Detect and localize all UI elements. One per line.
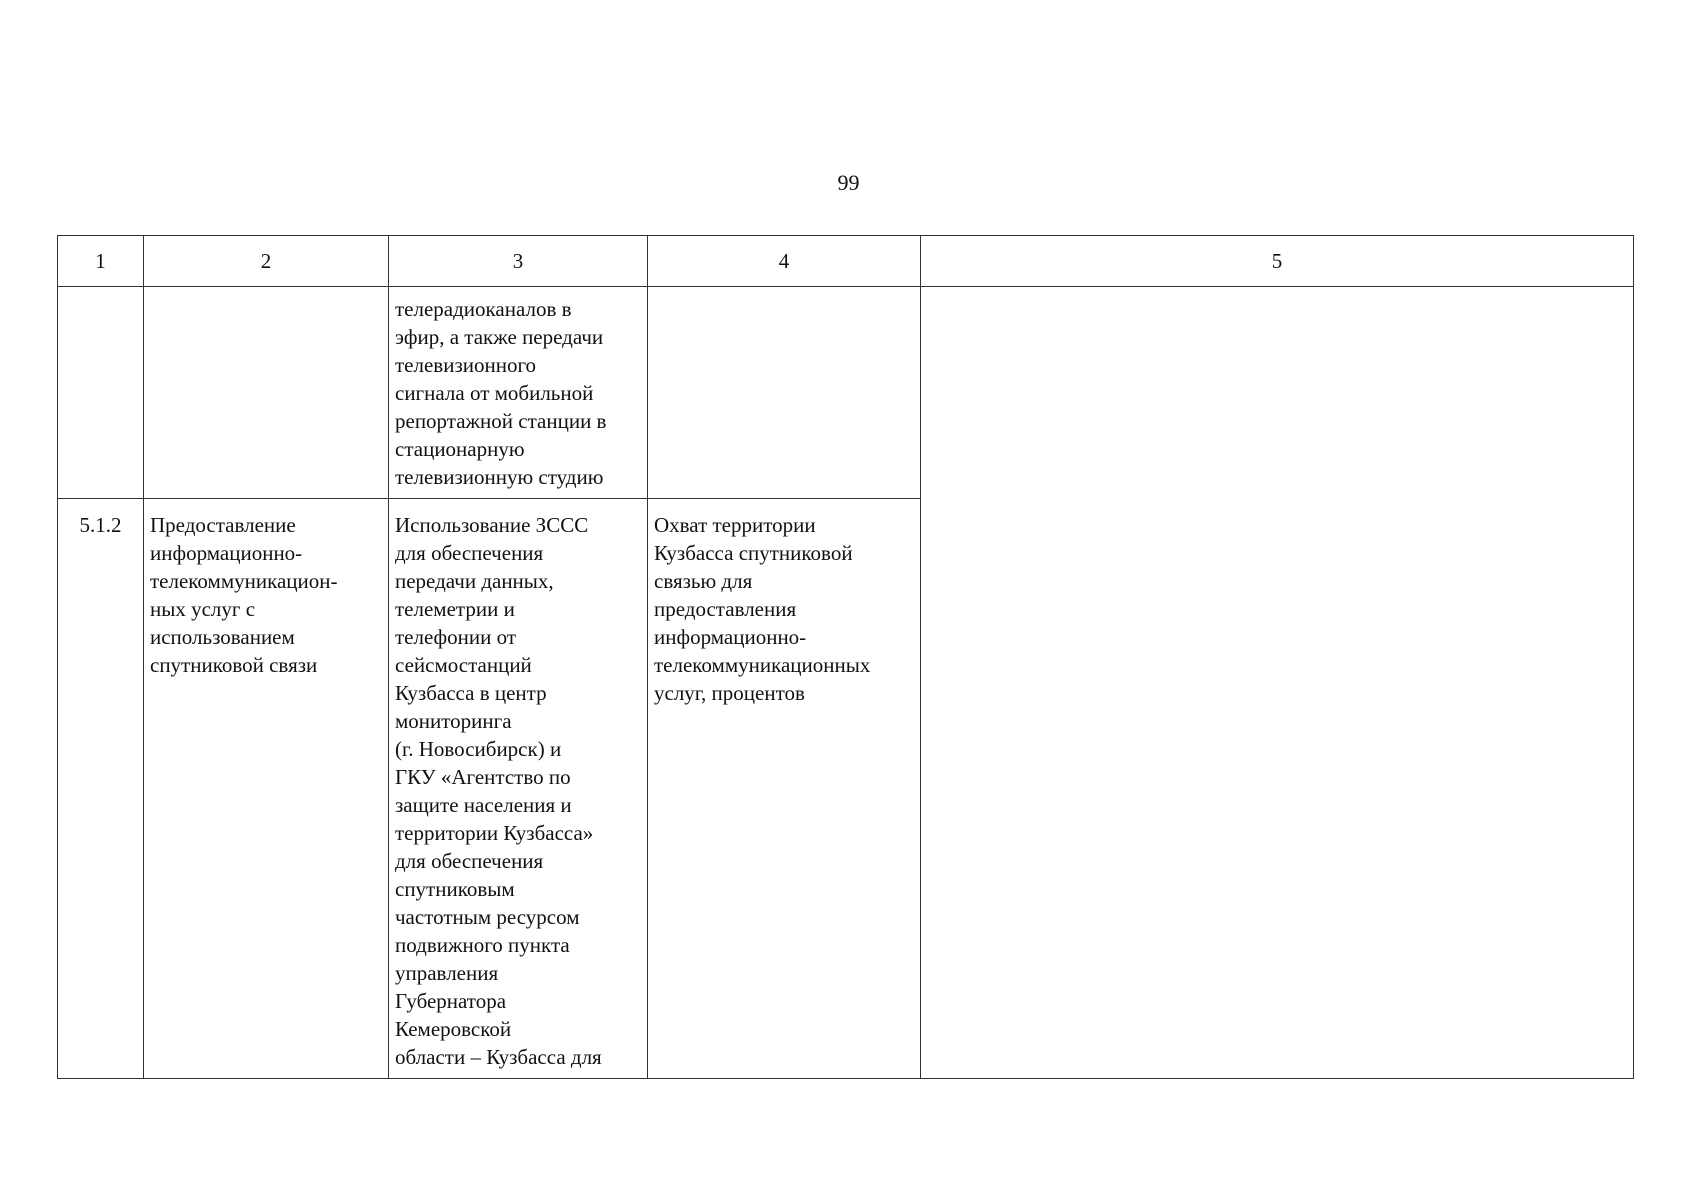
- program-table: [57, 235, 1634, 1079]
- cell-number: 5.1.2: [58, 499, 144, 1079]
- column-header-3: 3: [389, 236, 648, 287]
- column-header-2: 2: [144, 236, 389, 287]
- column-header-1: 1: [58, 236, 144, 287]
- column-header-4: 4: [648, 236, 921, 287]
- cell-name: [144, 287, 389, 499]
- table-row-continuation: [58, 287, 1634, 499]
- column-header-5: 5: [921, 236, 1634, 287]
- table-header-row: [58, 236, 1634, 287]
- cell-number: [58, 287, 144, 499]
- cell-description: телерадиоканалов в эфир, а также передачи телевизионного сигнала от мобильной репортажной станции в стационарную телевизионную студию: [389, 287, 648, 499]
- page-number: 99: [837, 170, 860, 195]
- cell-description: Использование ЗССС для обеспечения передачи данных, телеметрии и телефонии от сейсмостанций Кузбасса в центр мониторинга (г. Новосибирск) и ГКУ «Агентство по защите населения и территории Кузбасса» для обеспечения спутниковым частотным ресурсом подвижного пункта управления Губернатора Кемеровской области – Кузбасса для: [389, 499, 648, 1079]
- cell-column-5: [921, 287, 1634, 1079]
- cell-indicator: [648, 287, 921, 499]
- cell-indicator: Охват территории Кузбасса спутниковой связью для предоставления информационно- телекоммуникационных услуг, процентов: [648, 499, 921, 1079]
- cell-name: Предоставление информационно- телекоммуникацион- ных услуг с использованием спутниковой связи: [144, 499, 389, 1079]
